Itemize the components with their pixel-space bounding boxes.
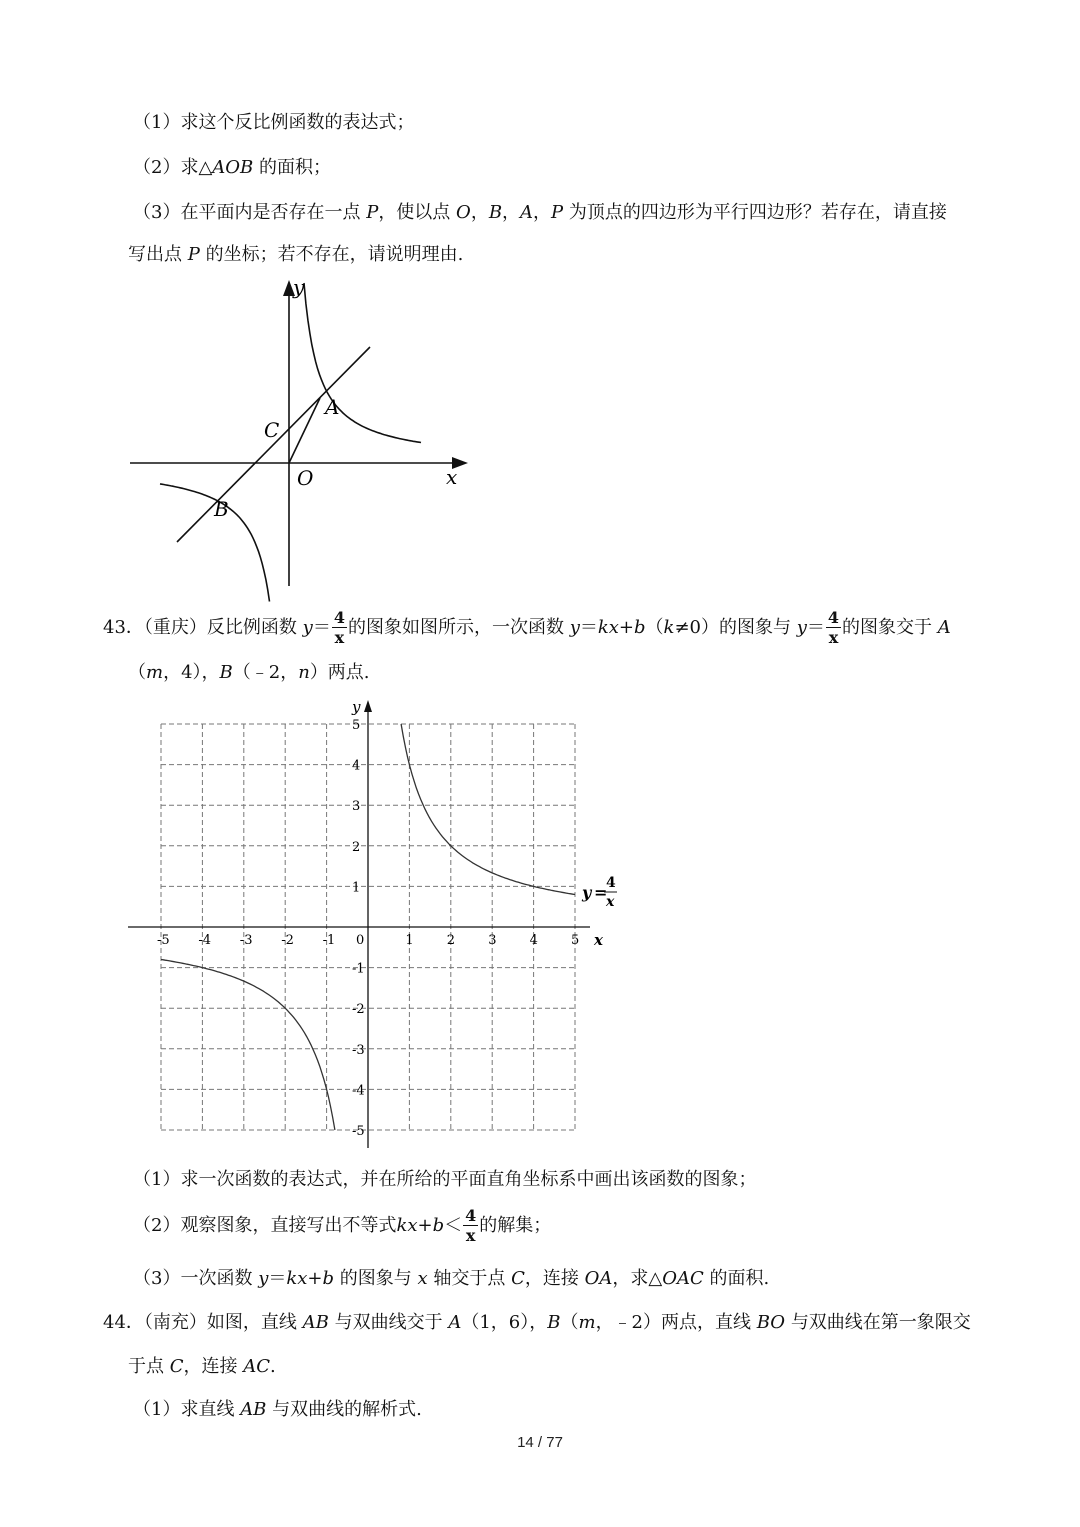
fig2-curve-branch-q3 [161, 960, 335, 1131]
fig2-axis-x-label: x [594, 931, 603, 949]
fig2-y-tick-label: -3 [352, 1042, 365, 1058]
q44-sub1: （1）求直线 AB 与双曲线的解析式. [133, 1399, 422, 1420]
q43-line2: （m，4），B（﹣2，n）两点. [128, 662, 370, 683]
svg-text:x: x [606, 894, 615, 910]
fig2-x-tick-label: 2 [446, 933, 456, 948]
fig1-label-c: C [264, 418, 280, 442]
fig1-label-a: A [325, 395, 340, 419]
svg-text:4: 4 [606, 875, 616, 891]
fig2-x-tick-label: 5 [571, 933, 580, 948]
page-number: 14 / 77 [517, 1434, 563, 1451]
q43-sub2-fraction: $\frac{4}{x}$ [465, 1206, 477, 1245]
fig2-axis-y-label: y [352, 698, 361, 716]
fig2-y-tick-label: 4 [352, 758, 361, 774]
q42-sub3-line2: 写出点 P 的坐标；若不存在，请说明理由. [128, 244, 464, 265]
q43-fraction-1: $\frac{4}{x}$ [333, 608, 345, 647]
fig2-curve-branch-q1 [401, 724, 575, 895]
fig1-label-x: x [446, 465, 458, 489]
fig2-y-tick-label: 1 [352, 880, 361, 896]
q44-line1: 44．（南充）如图，直线 AB 与双曲线交于 A（1，6），B（m，﹣2）两点，直线 BO 与双曲线在第一象限交 [103, 1312, 971, 1333]
fig2-curve-label [581, 875, 617, 910]
fig2-y-tick-label: 3 [352, 799, 361, 815]
fig2-y-tick-label: -5 [352, 1124, 365, 1139]
fig2-x-tick-label: -2 [281, 933, 294, 948]
fig2-y-tick-label: -2 [352, 1002, 365, 1018]
q43-sub2: （2）观察图象，直接写出不等式kx+b＜ $\frac{4}{x}$ 的解集； [133, 1206, 552, 1245]
fig2-y-tick-label: -1 [352, 961, 365, 977]
svg-text:y: y [582, 883, 592, 902]
q43-fraction-2: $\frac{4}{x}$ [827, 608, 840, 647]
q42-sub2: （2）求△AOB 的面积； [133, 157, 332, 178]
q42-sub1: （1）求这个反比例函数的表达式； [133, 112, 415, 133]
fig1-label-b: B [214, 497, 229, 521]
fig2-x-tick-label: -3 [239, 933, 253, 948]
fig2-x-tick-label: -4 [198, 933, 212, 948]
fig2-x-tick-label: 3 [488, 933, 497, 948]
q43-sub3: （3）一次函数 y＝kx+b 的图象与 x 轴交于点 C，连接 OA，求△OAC 的面积. [133, 1268, 770, 1289]
fig2-y-tick-label: 5 [352, 718, 361, 733]
fig2-x-tick-label: -5 [157, 933, 170, 948]
fig2-y-tick-label: -4 [352, 1083, 365, 1099]
fig2-y-tick-label: 2 [352, 839, 361, 855]
fig2-y-arrow [364, 700, 372, 712]
fig2-x-tick-label: 0 [356, 933, 365, 948]
fig1-label-y: y [293, 275, 305, 299]
fig2-x-tick-label: 4 [529, 933, 538, 948]
fig1-label-o: O [297, 466, 314, 490]
q42-sub3-line1: （3）在平面内是否存在一点 P，使以点 O，B，A，P 为顶点的四边形为平行四边形？若存在，请直接 [133, 202, 947, 223]
fig2-x-tick-label: 1 [405, 933, 414, 948]
q44-line2: 于点 C，连接 AC. [128, 1356, 276, 1377]
q43-line1: 43．（重庆）反比例函数 y＝ $\frac{4}{x}$ 的图象如图所示，一次函数 y＝kx+b（k≠0）的图象与 y＝ $\frac{4}{x}$ 的图象交于 A [103, 608, 951, 647]
svg-text:=: = [594, 883, 608, 902]
fig2-x-tick-label: -1 [322, 933, 336, 948]
q43-sub1: （1）求一次函数的表达式，并在所给的平面直角坐标系中画出该函数的图象； [133, 1169, 757, 1190]
